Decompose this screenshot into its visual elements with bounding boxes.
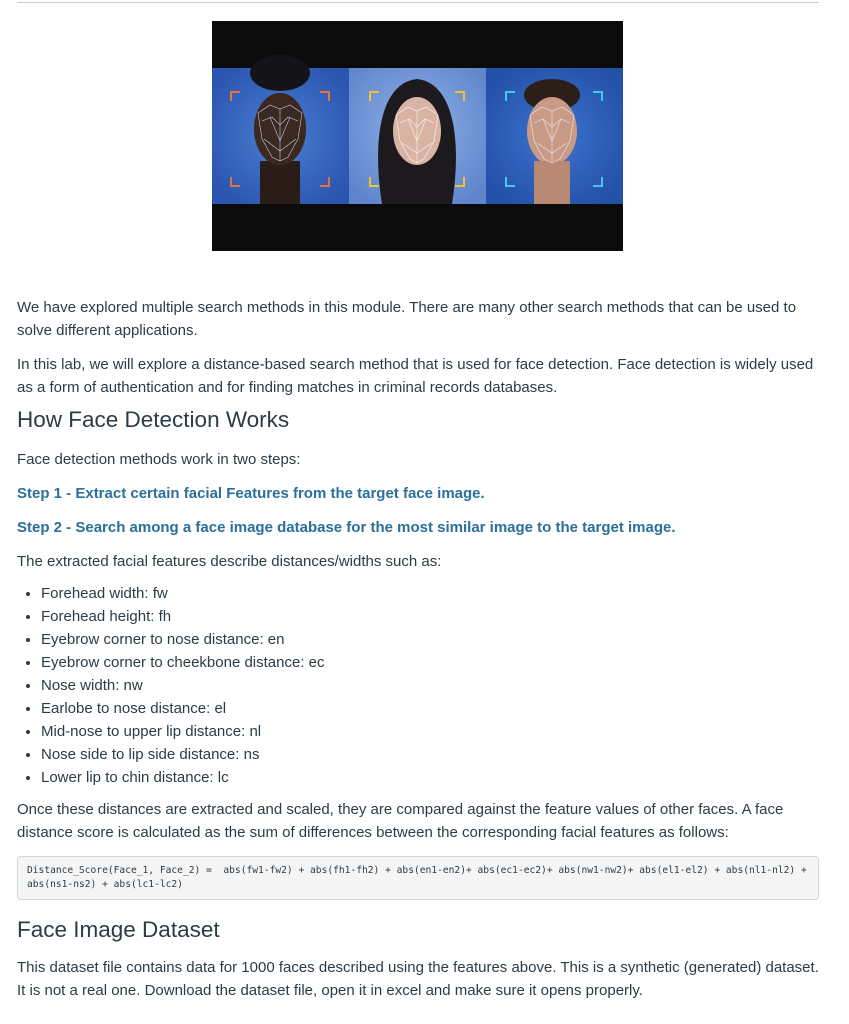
step-2-text: Step 2 - Search among a face image database for the most similar image to the target image. [17,519,676,536]
list-item: • Mid-nose to upper lip distance: nl [41,720,819,743]
list-item: • Earlobe to nose distance: el [41,697,819,720]
feature-list [17,582,819,789]
list-item: • Lower lip to chin distance: lc [41,766,819,789]
two-steps-intro: Face detection methods work in two steps: [17,451,301,468]
distance-score-explanation: Once these distances are extracted and scaled, they are compared against the feature values of other faces. A face distance score is calculated as the sum of differences between the corresponding facial features as follows: [17,801,784,841]
list-item: • Forehead width: fw [41,582,819,605]
lab-content [17,296,819,1002]
list-item: • Forehead height: fh [41,605,819,628]
face-recognition-image [212,21,623,251]
list-item: • Nose width: nw [41,674,819,697]
list-item: • Eyebrow corner to cheekbone distance: ec [41,651,819,674]
heading-how-face-detection-works: How Face Detection Works [17,407,290,432]
step-1-text: Step 1 - Extract certain facial Features from the target face image. [17,485,485,502]
distance-score-code-block: Distance_Score(Face_1, Face_2) = abs(fw1-fw2) + abs(fh1-fh2) + abs(en1-en2)+ abs(ec1-ec2)+ abs(nw1-nw2)+ abs(el1-el2) + abs(nl1-nl2) + abs(ns1-ns2) + abs(lc1-lc2) [17,856,819,900]
list-item: • Nose side to lip side distance: ns [41,743,819,766]
face-recognition-illustration [212,21,623,251]
features-intro: The extracted facial features describe distances/widths such as: [17,553,442,570]
list-item: • Eyebrow corner to nose distance: en [41,628,819,651]
intro-paragraph-1: We have explored multiple search methods in this module. There are many other search methods that can be used to solve different applications. [17,299,797,339]
intro-paragraph-2: In this lab, we will explore a distance-based search method that is used for face detection. Face detection is widely used as a form of authentication and for finding matches in criminal records databases. [17,356,814,396]
dataset-paragraph: This dataset file contains data for 1000 faces described using the features above. This is a synthetic (generated) dataset. It is not a real one. Download the dataset file, open it in excel and make sure it opens properly. [17,959,819,999]
heading-face-image-dataset: Face Image Dataset [17,917,220,942]
top-divider [17,2,819,3]
